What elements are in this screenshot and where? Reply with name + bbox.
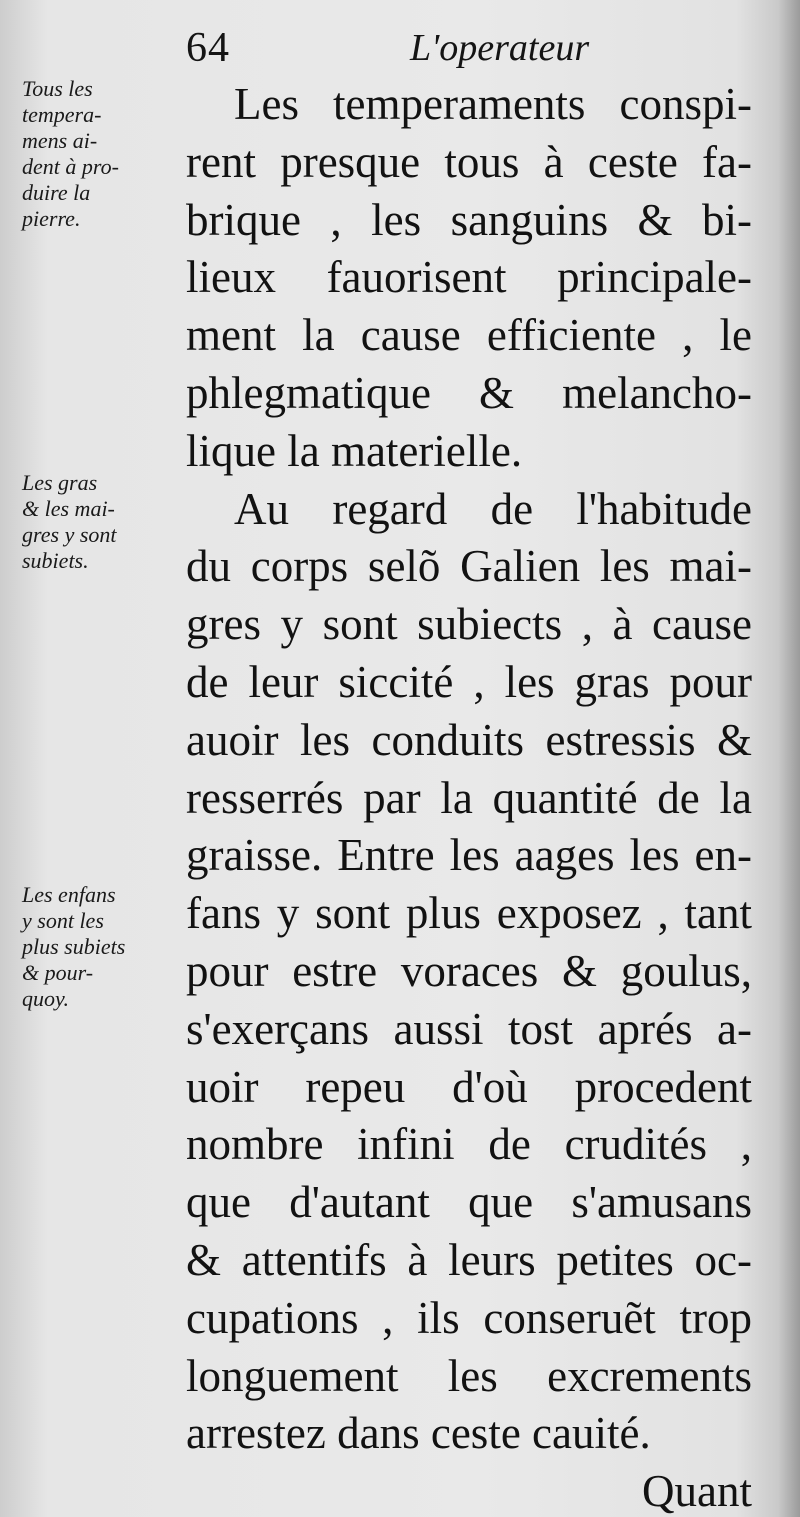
- page-number: 64: [186, 25, 230, 71]
- text-line: s'exerçans aussi tost aprés a-: [186, 1003, 752, 1054]
- text-line: Les temperaments conspi-: [234, 79, 752, 129]
- text-line: graisse. Entre les aages les en-: [186, 830, 752, 881]
- text-line: resserrés par la quantité de la: [186, 772, 752, 823]
- text-line: longuement les excrements: [186, 1350, 752, 1401]
- text-line: auoir les conduits estressis &: [186, 714, 752, 765]
- marginal-note-line: duire la: [22, 180, 91, 205]
- text-line: gres y sont subiects , à cause: [186, 599, 752, 650]
- marginal-note-line: mens ai-: [22, 128, 98, 153]
- text-line: du corps selõ Galien les mai-: [186, 541, 752, 592]
- text-line: Au regard de l'habitude: [234, 483, 752, 534]
- marginal-note-enfans: [22, 882, 182, 1012]
- body-text: [186, 76, 752, 1517]
- text-line: cupations , ils conseruẽt trop: [186, 1292, 752, 1343]
- text-line: lique la materielle.: [186, 425, 523, 476]
- marginal-note-temperaments: [22, 76, 182, 232]
- marginal-note-line: Les gras: [22, 470, 98, 495]
- marginal-note-line: dent à pro-: [22, 154, 119, 179]
- marginal-note-line: pierre.: [22, 206, 81, 231]
- text-line: & attentifs à leurs petites oc-: [186, 1234, 752, 1285]
- marginal-note-line: & les mai-: [22, 496, 115, 521]
- marginal-note-line: Tous les: [22, 76, 93, 101]
- running-title: L'operateur: [410, 27, 590, 69]
- catchword: Quant: [642, 1466, 752, 1517]
- text-line: fans y sont plus exposez , tant: [186, 888, 752, 939]
- page-edge-shadow: [778, 0, 800, 1517]
- text-line: brique , les sanguins & bi-: [186, 194, 752, 245]
- text-line: uoir repeu d'où procedent: [186, 1061, 752, 1112]
- marginal-note-line: & pour-: [22, 960, 94, 985]
- marginal-note-line: tempera-: [22, 102, 102, 127]
- text-line: arrestez dans ceste cauité.: [186, 1408, 651, 1459]
- marginal-note-line: subiets.: [22, 548, 89, 573]
- marginal-note-gras-maigres: [22, 470, 182, 574]
- text-line: nombre infini de crudités ,: [186, 1119, 752, 1170]
- text-line: ment la cause efficiente , le: [186, 310, 752, 361]
- text-line: pour estre voraces & goulus,: [186, 945, 752, 996]
- text-line: lieux fauorisent principale-: [186, 252, 752, 303]
- text-line: que d'autant que s'amusans: [186, 1177, 752, 1228]
- marginal-note-line: gres y sont: [22, 522, 117, 547]
- text-line: rent presque tous à ceste fa-: [186, 136, 752, 187]
- running-head: [0, 18, 800, 78]
- marginal-note-line: plus subiets: [22, 934, 126, 959]
- marginal-note-line: quoy.: [22, 986, 70, 1011]
- marginal-note-line: y sont les: [22, 908, 104, 933]
- text-line: de leur siccité , les gras pour: [186, 656, 752, 707]
- marginal-note-line: Les enfans: [22, 882, 116, 907]
- text-line: phlegmatique & melancho-: [186, 367, 752, 418]
